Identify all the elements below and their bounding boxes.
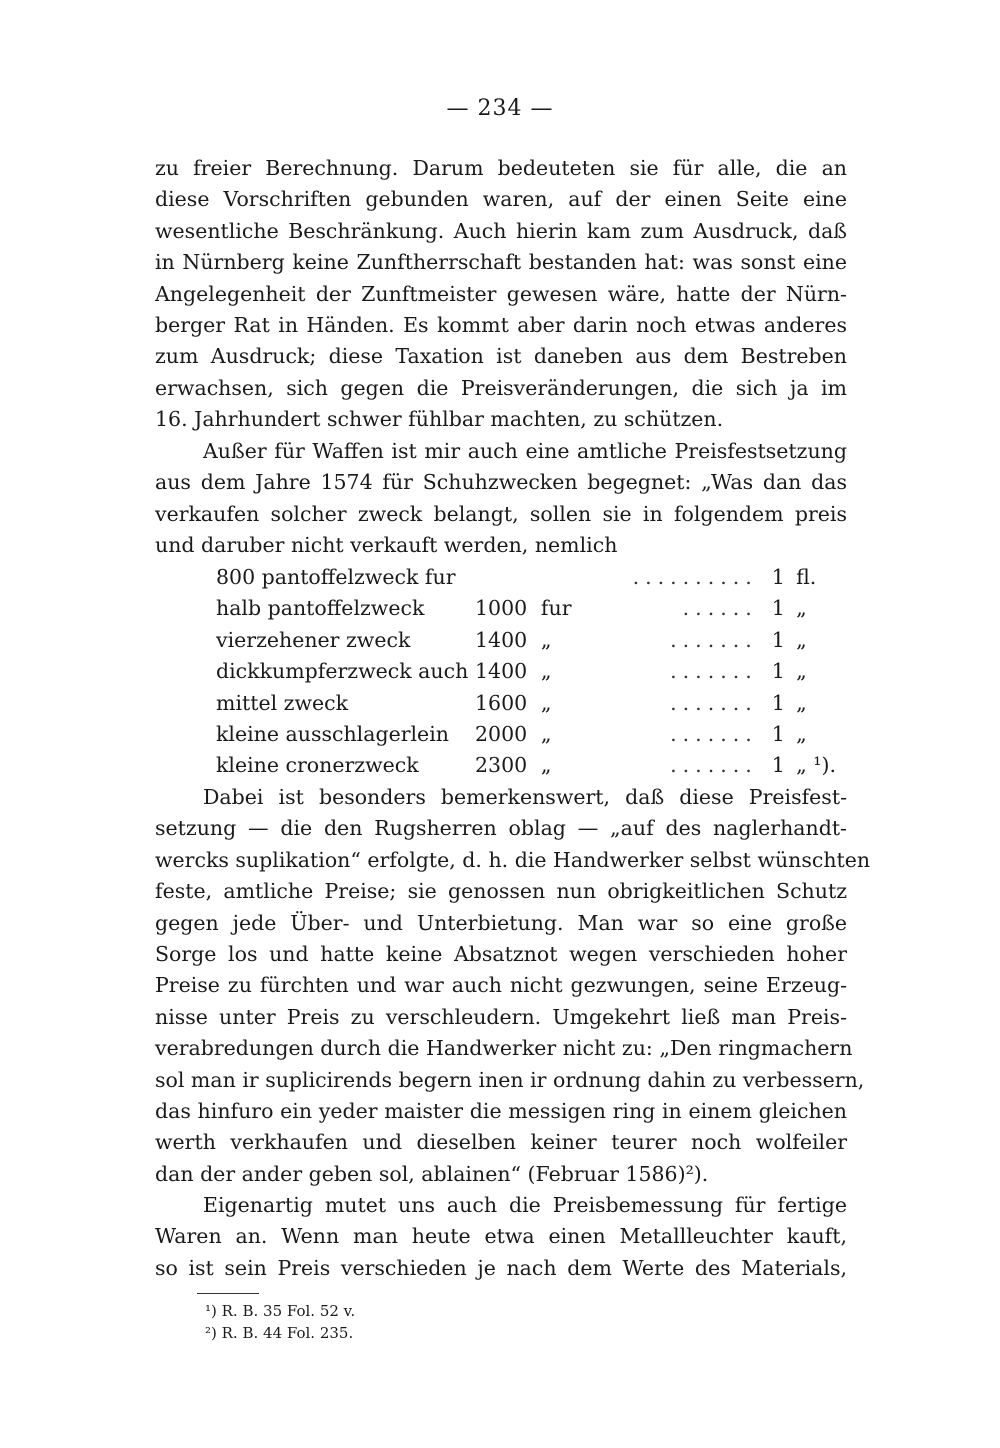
price-amount: 1 [771,722,785,747]
page-number: — 234 — [446,96,554,121]
price-amount: 1 [771,565,785,589]
paragraph-2-text [155,436,847,562]
text-line: Preise zu fürchten und war auch nicht gezwungen, seine Erzeug- [155,973,847,998]
price-list-table [216,562,836,782]
paragraph-4-text [155,1190,847,1284]
text-line: zum Ausdruck; diese Taxation ist daneben aus dem Bestreben [155,344,847,369]
price-unit: fl. [796,565,817,589]
price-item-name: halb pantoffelzweck [216,596,425,621]
text-line: Waren an. Wenn man heute etwa einen Metallleuchter kauft, [155,1224,847,1249]
price-row [216,562,836,593]
text-line: Angelegenheit der Zunftmeister gewesen wäre, hatte der Nürn- [155,281,847,306]
text-line: verabredungen durch die Handwerker nicht zu: „Den ringmachern [155,1036,853,1061]
price-per: „ [540,722,552,747]
price-row [216,750,836,781]
price-item-name: 800 pantoffelzweck fur [216,565,456,589]
text-line: Dabei ist besonders bemerkenswert, daß diese Preisfest- [203,785,847,809]
price-leader-dots: ....... [670,722,758,747]
text-line: in Nürnberg keine Zunftherrschaft bestanden hat: was sonst eine [155,250,847,275]
text-line: erwachsen, sich gegen die Preisveränderungen, die sich ja im [155,375,847,400]
price-row [216,656,836,687]
text-line: Sorge los und hatte keine Absatznot wegen verschieden hoher [155,942,847,967]
price-per: „ [540,753,552,778]
text-line: sol man ir suplicirends begern inen ir ordnung dahin zu verbessern, [155,1067,865,1092]
text-line: das hinfuro ein yeder maister die messigen ring in einem gleichen [155,1099,847,1124]
price-item-name: mittel zweck [216,690,349,715]
paragraph-3 [155,782,871,1190]
text-line: 16. Jahrhundert schwer fühlbar machten, zu schützen. [155,407,724,432]
text-line: Eigenartig mutet uns auch die Preisbemessung für fertige [203,1193,847,1217]
price-quantity: 1000 [474,596,528,621]
text-line: gegen jede Über- und Unterbietung. Man war so eine große [155,910,847,935]
text-line: diese Vorschriften gebunden waren, auf der einen Seite eine [155,187,847,212]
price-per: „ [540,627,552,652]
text-line: Außer für Waffen ist mir auch eine amtliche Preisfestsetzung [203,439,847,463]
text-line: und daruber nicht verkauft werden, nemlich [155,533,618,558]
price-quantity: 1600 [474,690,528,715]
price-amount: 1 [771,690,785,715]
text-line: so ist sein Preis verschieden je nach dem Werte des Materials, [155,1255,847,1280]
price-item-name: kleine ausschlagerlein [216,722,449,747]
price-unit: „ [796,659,807,684]
text-line: wercks suplikation“ erfolgte, d. h. die Handwerker selbst wünschten [155,847,871,872]
footnotes [205,1300,355,1344]
price-amount: 1 [771,753,785,778]
text-line: feste, amtliche Preise; sie genossen nun obrigkeitlichen Schutz [155,879,847,904]
price-per: fur [540,596,572,621]
price-row [216,688,836,719]
text-line: berger Rat in Händen. Es kommt aber darin noch etwas anderes [155,313,847,338]
price-per: „ [540,659,552,684]
footnote-divider [197,1293,259,1294]
paragraph-3-text [155,782,871,1190]
price-quantity: 1400 [474,659,528,684]
price-unit: „ [796,690,807,715]
price-item-name: kleine cronerzweck [216,753,419,778]
paragraph-1-text [155,153,847,436]
paragraph-1 [155,153,847,436]
price-unit: „ [796,596,807,621]
price-per: „ [540,690,552,715]
footnote-1: ¹) R. B. 35 Fol. 52 v. [205,1302,356,1320]
paragraph-2 [155,436,847,562]
price-row [216,625,836,656]
price-quantity: 1400 [474,627,528,652]
text-line: dan der ander geben sol, ablainen“ (Februar 1586)²). [155,1161,709,1186]
paragraph-4 [155,1190,847,1284]
price-amount: 1 [771,627,785,652]
text-line: werth verkhaufen und dieselben keiner teurer noch wolfeiler [155,1130,847,1155]
text-line: aus dem Jahre 1574 für Schuhzwecken begegnet: „Was dan das [155,470,847,495]
text-line: setzung — die den Rugsherren oblag — „auf des naglerhandt- [155,816,847,841]
price-amount: 1 [771,659,785,684]
footnote-2: ²) R. B. 44 Fol. 235. [205,1324,354,1342]
price-row [216,719,836,750]
text-line: wesentliche Beschränkung. Auch hierin kam zum Ausdruck, daß [155,218,847,243]
price-leader-dots: .......... [632,565,758,589]
price-row [216,593,836,624]
price-leader-dots: ....... [670,690,758,715]
price-unit: „ [796,627,807,652]
price-item-name: dickkumpferzweck auch [216,659,469,684]
price-quantity: 2300 [474,753,528,778]
price-amount: 1 [771,596,785,621]
text-line: nisse unter Preis zu verschleudern. Umgekehrt ließ man Preis- [155,1004,847,1029]
text-line: zu freier Berechnung. Darum bedeuteten sie für alle, die an [155,156,847,180]
price-unit: „ [796,722,807,747]
price-leader-dots: ....... [670,753,758,778]
price-item-name: vierzehener zweck [216,627,411,652]
price-quantity: 2000 [474,722,528,747]
price-leader-dots: ....... [670,659,758,684]
price-unit: „ ¹). [796,753,836,778]
price-leader-dots: ...... [682,596,758,621]
text-line: verkaufen solcher zweck belangt, sollen sie in folgendem preis [155,501,847,526]
price-leader-dots: ....... [670,627,758,652]
